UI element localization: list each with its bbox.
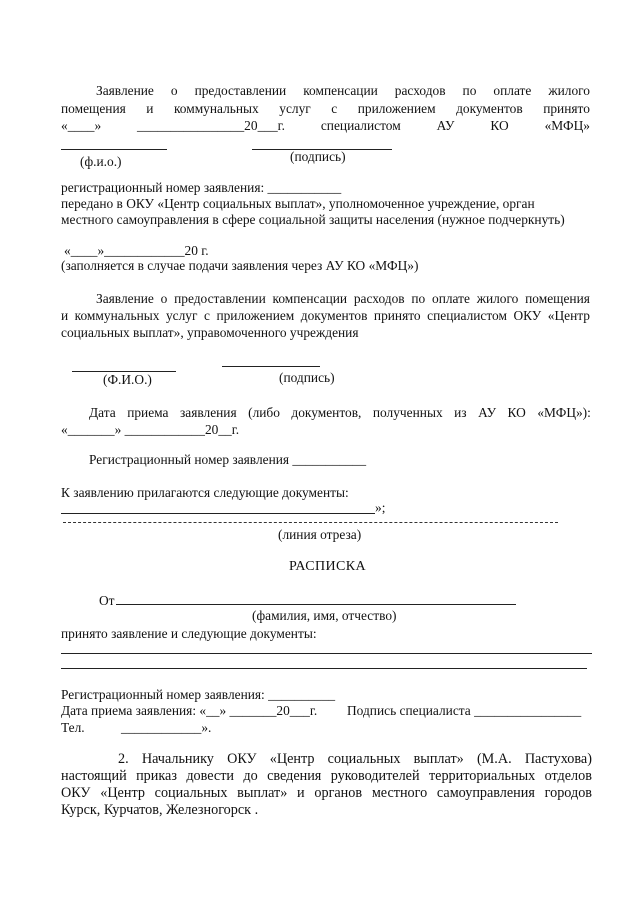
word: ОКУ bbox=[61, 785, 91, 801]
section1-line3 bbox=[61, 118, 590, 134]
word: выплат» bbox=[237, 785, 288, 801]
word: по bbox=[462, 83, 477, 98]
cut-line bbox=[63, 522, 558, 523]
cut-line-label: (линия отреза) bbox=[278, 527, 362, 542]
word: городов bbox=[544, 785, 592, 801]
order-line2 bbox=[61, 768, 592, 784]
word: о bbox=[170, 83, 178, 98]
word: ________________20___г. bbox=[137, 118, 285, 133]
receipt-registration-number: Регистрационный номер заявления: __________ bbox=[61, 687, 336, 702]
word: АУ bbox=[436, 118, 455, 133]
attachments-label: К заявлению прилагаются следующие документы: bbox=[61, 485, 349, 500]
word: помещения bbox=[61, 101, 126, 116]
word: услуг bbox=[279, 101, 311, 116]
attachments-line-end: »; bbox=[375, 500, 386, 515]
section2-line2 bbox=[61, 308, 590, 324]
word: приложением bbox=[216, 308, 295, 323]
word: специалистом bbox=[427, 308, 507, 323]
word: Заявление bbox=[96, 83, 154, 98]
section2-signature-label: (подпись) bbox=[279, 370, 335, 385]
receipt-doc-line-1 bbox=[61, 653, 592, 654]
word: территориальных bbox=[428, 768, 536, 784]
word: и bbox=[61, 308, 69, 323]
section2-line1 bbox=[96, 291, 590, 307]
word: коммунальных bbox=[173, 101, 259, 116]
section1-fio-label: (ф.и.о.) bbox=[80, 154, 122, 169]
word: КО bbox=[490, 118, 509, 133]
word: оплате bbox=[493, 83, 532, 98]
word: коммунальных bbox=[74, 308, 160, 323]
word: сведения bbox=[267, 768, 322, 784]
receipt-from-label: От bbox=[99, 593, 115, 608]
word: АУ bbox=[478, 405, 497, 420]
word: оплате bbox=[432, 291, 470, 306]
word: КО bbox=[507, 405, 526, 420]
word: довести bbox=[186, 768, 234, 784]
word: с bbox=[331, 101, 338, 116]
word: (М.А. bbox=[476, 751, 512, 767]
word: руководителей bbox=[330, 768, 420, 784]
word: социальных bbox=[327, 751, 401, 767]
section2-line3: социальных выплат», управомоченного учреждения bbox=[61, 325, 359, 340]
word: ОКУ bbox=[513, 308, 542, 323]
word: полученных bbox=[372, 405, 443, 420]
section1-fio-line bbox=[61, 149, 167, 150]
word: (либо bbox=[248, 405, 280, 420]
word: Дата bbox=[89, 405, 116, 420]
section2-fio-label: (Ф.И.О.) bbox=[103, 372, 152, 387]
section1-line1 bbox=[96, 83, 590, 99]
word: и bbox=[297, 785, 305, 801]
word: расходов bbox=[394, 83, 446, 98]
order-line4: Курск, Курчатов, Железногорск . bbox=[61, 802, 259, 818]
word: документов, bbox=[291, 405, 362, 420]
word: социальных bbox=[154, 785, 228, 801]
receipt-from-line bbox=[116, 604, 516, 605]
word: местного bbox=[371, 785, 428, 801]
word: документов bbox=[300, 308, 368, 323]
word: «МФЦ» bbox=[544, 118, 590, 133]
section1-signature-label: (подпись) bbox=[290, 149, 346, 164]
section2-signature-line bbox=[222, 366, 320, 367]
word: заявления bbox=[179, 405, 237, 420]
word: приказ bbox=[136, 768, 177, 784]
word: компенсации bbox=[303, 83, 378, 98]
word: выплат» bbox=[413, 751, 464, 767]
word: 2. bbox=[118, 751, 129, 767]
receipt-date-line2: «_______» ____________20__г. bbox=[61, 422, 240, 437]
word: с bbox=[203, 308, 210, 323]
receipt-accepted-line: принято заявление и следующие документы: bbox=[61, 626, 317, 641]
receipt-phone-label: Тел. bbox=[61, 720, 85, 735]
order-line3 bbox=[61, 785, 592, 801]
word: компенсации bbox=[272, 291, 348, 306]
word: Начальнику bbox=[141, 751, 214, 767]
word: жилого bbox=[476, 291, 519, 306]
word: из bbox=[454, 405, 467, 420]
word: жилого bbox=[548, 83, 590, 98]
receipt-registration-number: Регистрационный номер заявления ___________ bbox=[89, 452, 367, 467]
registration-note: (заполняется в случае подачи заявления через АУ КО «МФЦ») bbox=[61, 258, 419, 273]
receipt-doc-line-2 bbox=[61, 668, 587, 669]
word: Пастухова) bbox=[524, 751, 592, 767]
word: «МФЦ»): bbox=[537, 405, 591, 420]
word: принято bbox=[373, 308, 421, 323]
receipt-phone-value: ____________». bbox=[121, 720, 212, 735]
attachments-line bbox=[61, 513, 375, 514]
word: «Центр bbox=[547, 308, 590, 323]
word: до bbox=[243, 768, 258, 784]
word: настоящий bbox=[61, 768, 127, 784]
word: приема bbox=[127, 405, 169, 420]
word: принято bbox=[543, 101, 590, 116]
word: о bbox=[160, 291, 168, 306]
section1-line2 bbox=[61, 101, 590, 117]
word: расходов bbox=[353, 291, 405, 306]
transfer-line: передано в ОКУ «Центр социальных выплат», уполномоченное учреждение, орган bbox=[61, 196, 535, 211]
word: органов bbox=[314, 785, 363, 801]
receipt-signature-label: Подпись специалиста ________________ bbox=[347, 703, 582, 718]
word: по bbox=[411, 291, 426, 306]
word: специалистом bbox=[320, 118, 401, 133]
receipt-title: РАСПИСКА bbox=[289, 559, 366, 574]
receipt-date-label: Дата приема заявления: «__» _______20___г. bbox=[61, 703, 318, 718]
word: документов bbox=[456, 101, 523, 116]
word: Заявление bbox=[96, 291, 154, 306]
word: предоставлении bbox=[174, 291, 266, 306]
receipt-fio-caption: (фамилия, имя, отчество) bbox=[252, 608, 397, 623]
word: приложением bbox=[357, 101, 436, 116]
order-line1 bbox=[118, 751, 592, 767]
word: и bbox=[146, 101, 154, 116]
word: ОКУ bbox=[227, 751, 257, 767]
word: самоуправления bbox=[436, 785, 535, 801]
word: «____» bbox=[61, 118, 102, 133]
registration-number-label: регистрационный номер заявления: ___________ bbox=[61, 180, 342, 195]
registration-date-line: «____»____________20 г. bbox=[64, 243, 209, 258]
word: «Центр bbox=[269, 751, 315, 767]
word: отделов bbox=[544, 768, 592, 784]
word: помещения bbox=[525, 291, 590, 306]
word: «Центр bbox=[100, 785, 145, 801]
transfer-line-2: местного самоуправления в сфере социальной защиты населения (нужное подчеркнуть) bbox=[61, 212, 565, 227]
receipt-date-line1 bbox=[89, 405, 591, 421]
word: услуг bbox=[165, 308, 198, 323]
word: предоставлении bbox=[194, 83, 287, 98]
